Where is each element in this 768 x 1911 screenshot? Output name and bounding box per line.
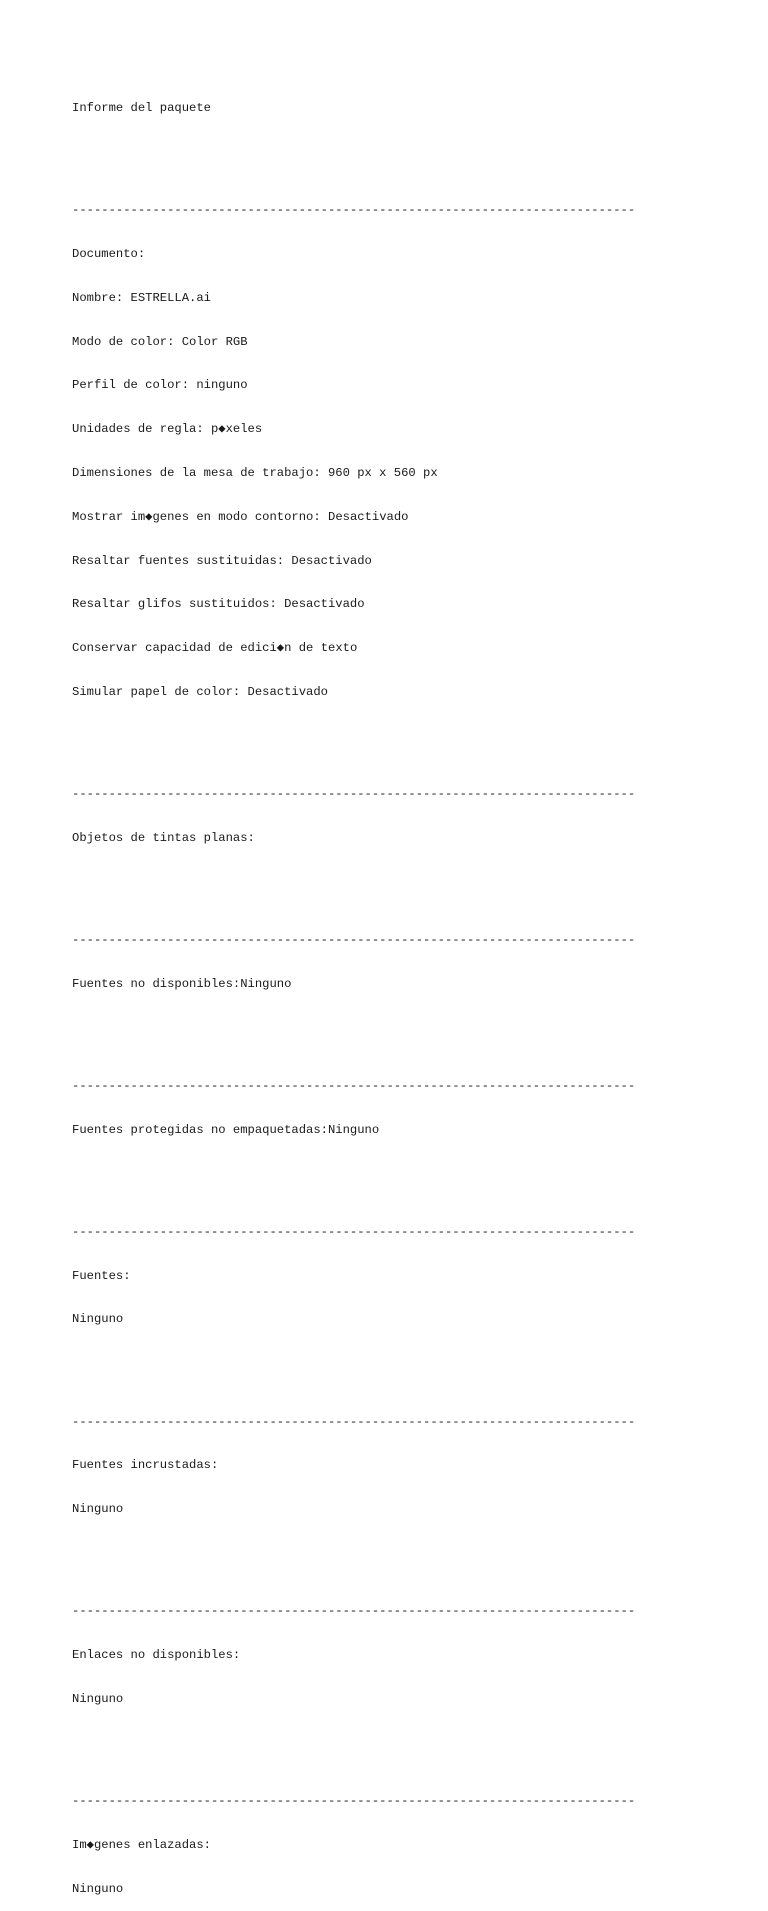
document-outline-mode: Mostrar im◆genes en modo contorno: Desactivado <box>72 509 409 524</box>
document-ruler-units: Unidades de regla: p◆xeles <box>72 422 263 437</box>
document-color-profile: Perfil de color: ninguno <box>72 378 248 393</box>
spacer <box>72 1736 712 1751</box>
report-title: Informe del paquete <box>72 101 211 116</box>
embedded-fonts-value: Ninguno <box>72 1502 124 1517</box>
document-artboard-dimensions: Dimensiones de la mesa de trabajo: 960 px x 560 px <box>72 466 438 481</box>
separator-line: ----------------------------------------------------------------------------- <box>72 933 636 948</box>
package-report <box>72 72 712 1911</box>
spacer <box>72 875 712 890</box>
spacer <box>72 1167 712 1182</box>
document-highlight-fonts: Resaltar fuentes sustituidas: Desactivado <box>72 553 372 568</box>
fonts-heading: Fuentes: <box>72 1268 131 1283</box>
spacer <box>72 1356 712 1371</box>
separator-line: ----------------------------------------------------------------------------- <box>72 1224 636 1239</box>
separator-line: ----------------------------------------------------------------------------- <box>72 203 636 218</box>
spacer <box>72 145 712 160</box>
missing-links-value: Ninguno <box>72 1691 124 1706</box>
document-name: Nombre: ESTRELLA.ai <box>72 290 211 305</box>
separator-line: ----------------------------------------------------------------------------- <box>72 1604 636 1619</box>
spacer <box>72 1546 712 1561</box>
separator-line: ----------------------------------------------------------------------------- <box>72 1414 636 1429</box>
separator-line: ----------------------------------------------------------------------------- <box>72 1794 636 1809</box>
spacer <box>72 729 712 744</box>
document-heading: Documento: <box>72 247 146 262</box>
separator-line: ----------------------------------------------------------------------------- <box>72 787 636 802</box>
protected-fonts-heading: Fuentes protegidas no empaquetadas:Ninguno <box>72 1122 380 1137</box>
missing-fonts-heading: Fuentes no disponibles:Ninguno <box>72 976 292 991</box>
document-preserve-text: Conservar capacidad de edici◆n de texto <box>72 641 358 656</box>
linked-images-heading: Im◆genes enlazadas: <box>72 1837 211 1852</box>
separator-line: ----------------------------------------------------------------------------- <box>72 1078 636 1093</box>
embedded-fonts-heading: Fuentes incrustadas: <box>72 1458 219 1473</box>
document-simulate-paper: Simular papel de color: Desactivado <box>72 684 328 699</box>
document-color-mode: Modo de color: Color RGB <box>72 334 248 349</box>
spacer <box>72 1021 712 1036</box>
spot-colors-heading: Objetos de tintas planas: <box>72 830 255 845</box>
document-highlight-glyphs: Resaltar glifos sustituidos: Desactivado <box>72 597 365 612</box>
fonts-value: Ninguno <box>72 1312 124 1327</box>
missing-links-heading: Enlaces no disponibles: <box>72 1648 241 1663</box>
linked-images-value: Ninguno <box>72 1881 124 1896</box>
